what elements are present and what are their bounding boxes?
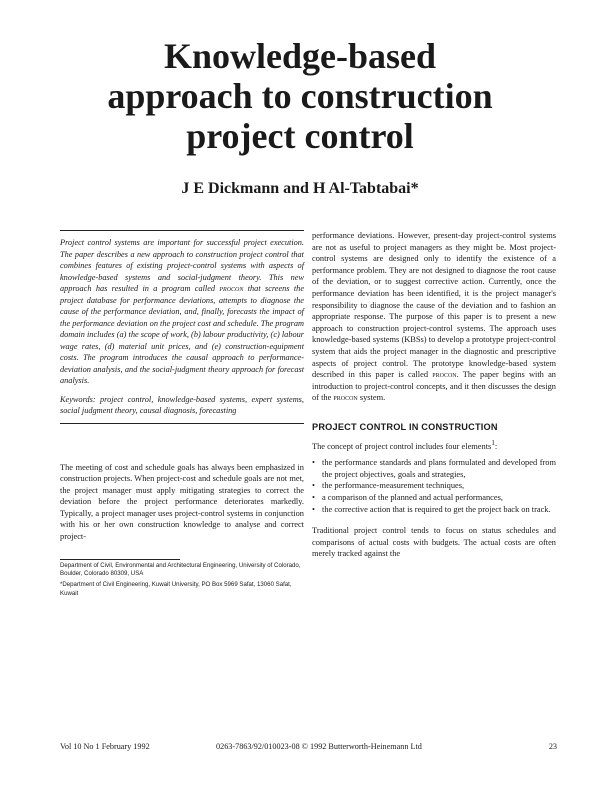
para1-c: system. [357,393,386,403]
bullet-icon: • [312,504,315,514]
body-paragraph-1 [312,230,556,404]
section-heading: PROJECT CONTROL IN CONSTRUCTION [312,421,498,432]
abstract-bottom-rule [60,423,304,424]
title-line-1: Knowledge-based [163,36,437,76]
abstract-part-1: Project control systems are important for successful project execution. The paper describes a new approach to construction project control that combines features of existing project-control systems with aspects of knowledge-based systems and social-judgment theory. This new approach has resulted in a program called [60,238,304,293]
concept-intro-text: The concept of project control includes four elements [312,441,492,451]
para1-procon-2: procon [333,393,358,403]
list-item-text: the performance standards and plans formulated and developed from the project objectives, goals and strategies, [322,458,556,479]
list-item [312,492,556,504]
journal-volume: Vol 10 No 1 February 1992 [60,742,150,751]
title-line-2: approach to construction [107,76,493,116]
copyright-line: 0263-7863/92/010023-08 © 1992 Butterworth-Heinemann Ltd [216,742,422,751]
list-item [312,480,556,492]
list-item [312,504,556,516]
affiliation-1: Department of Civil, Environmental and Architectural Engineering, University of Colorado, Boulder, Colorado 80309, USA [60,561,301,578]
bullet-icon: • [312,458,315,468]
list-item-text: the performance-measurement techniques, [322,481,465,491]
paper-title [60,36,540,156]
list-item [312,457,556,480]
elements-list [312,457,556,515]
authors: J E Dickmann and H Al-Tabtabai* [181,180,419,197]
concept-intro-end: : [494,441,498,451]
abstract [60,237,304,387]
bullet-icon: • [312,493,315,503]
abstract-procon: procon [219,284,244,293]
abstract-part-2: that screens the project database for performance deviations, attempts to diagnose the cause of the performance deviation, and, finally, forecasts the impact of the performance deviation on the project cost and schedule. The program domain includes (a) the scope of work, (b) labour productivity, (c) labour wage rates, (d) material unit prices, and (e) construction-equipment costs. The program introduces the causal approach to performance-deviation analysis, and the social-judgment theory approach for forecast analysis. [60,284,305,385]
footnote-rule [60,559,180,560]
bullet-icon: • [312,481,315,491]
para1-a: performance deviations. However, present-day project-control systems are not as useful to project managers as they might be. Most project-control systems are designed only to identify the existence of a performance problem. They are not designed to diagnose the root cause of the deviation, or to suggest corrective action. Currently, once the performance deviation has been identified, it is the project manager's responsibility to diagnose the cause of the deviation and to fashion an appropriate response. The purpose of this paper is to present a new approach to construction project-control systems. The approach uses knowledge-based systems (KBSs) to develop a prototype project-control system that aids the project manager in the diagnostic and prescriptive aspects of project control. The prototype knowledge-based system described in this paper is called [312,231,556,380]
right-column [312,230,556,560]
body-paragraph-2: Traditional project control tends to focus on status schedules and comparisons of actual costs with budgets. The actual costs are often merely tracked against the [312,526,556,559]
intro-paragraph: The meeting of cost and schedule goals has always been emphasized in construction projects. When project-cost and schedule goals are not met, the project manager must apply mitigating strategies to correct the deviation before the project performance deteriorates markedly. Typically, a project manager uses project-control systems in conjunction with his or her own construction knowledge to analyse and correct project- [60,462,304,542]
para1-b: . The paper begins with an introduction to project-control concepts, and it then discusses the design of the [312,370,556,403]
abstract-box [60,230,304,424]
list-item-text: a comparison of the planned and actual performances, [322,493,503,503]
page-number: 23 [548,742,557,751]
concept-intro [312,438,556,452]
reference-marker: 1 [491,438,495,447]
keywords: Keywords: project control, knowledge-based systems, expert systems, social judgment theory, causal diagnosis, forecasting [60,394,304,415]
title-line-3: project control [186,116,414,156]
affiliation-2: *Department of Civil Engineering, Kuwait University, PO Box 5969 Safat, 13060 Safat, Kuwait [60,581,292,598]
left-column [60,230,304,599]
list-item-text: the corrective action that is required to get the project back on track. [322,504,551,514]
para1-procon-1: procon [432,370,457,380]
